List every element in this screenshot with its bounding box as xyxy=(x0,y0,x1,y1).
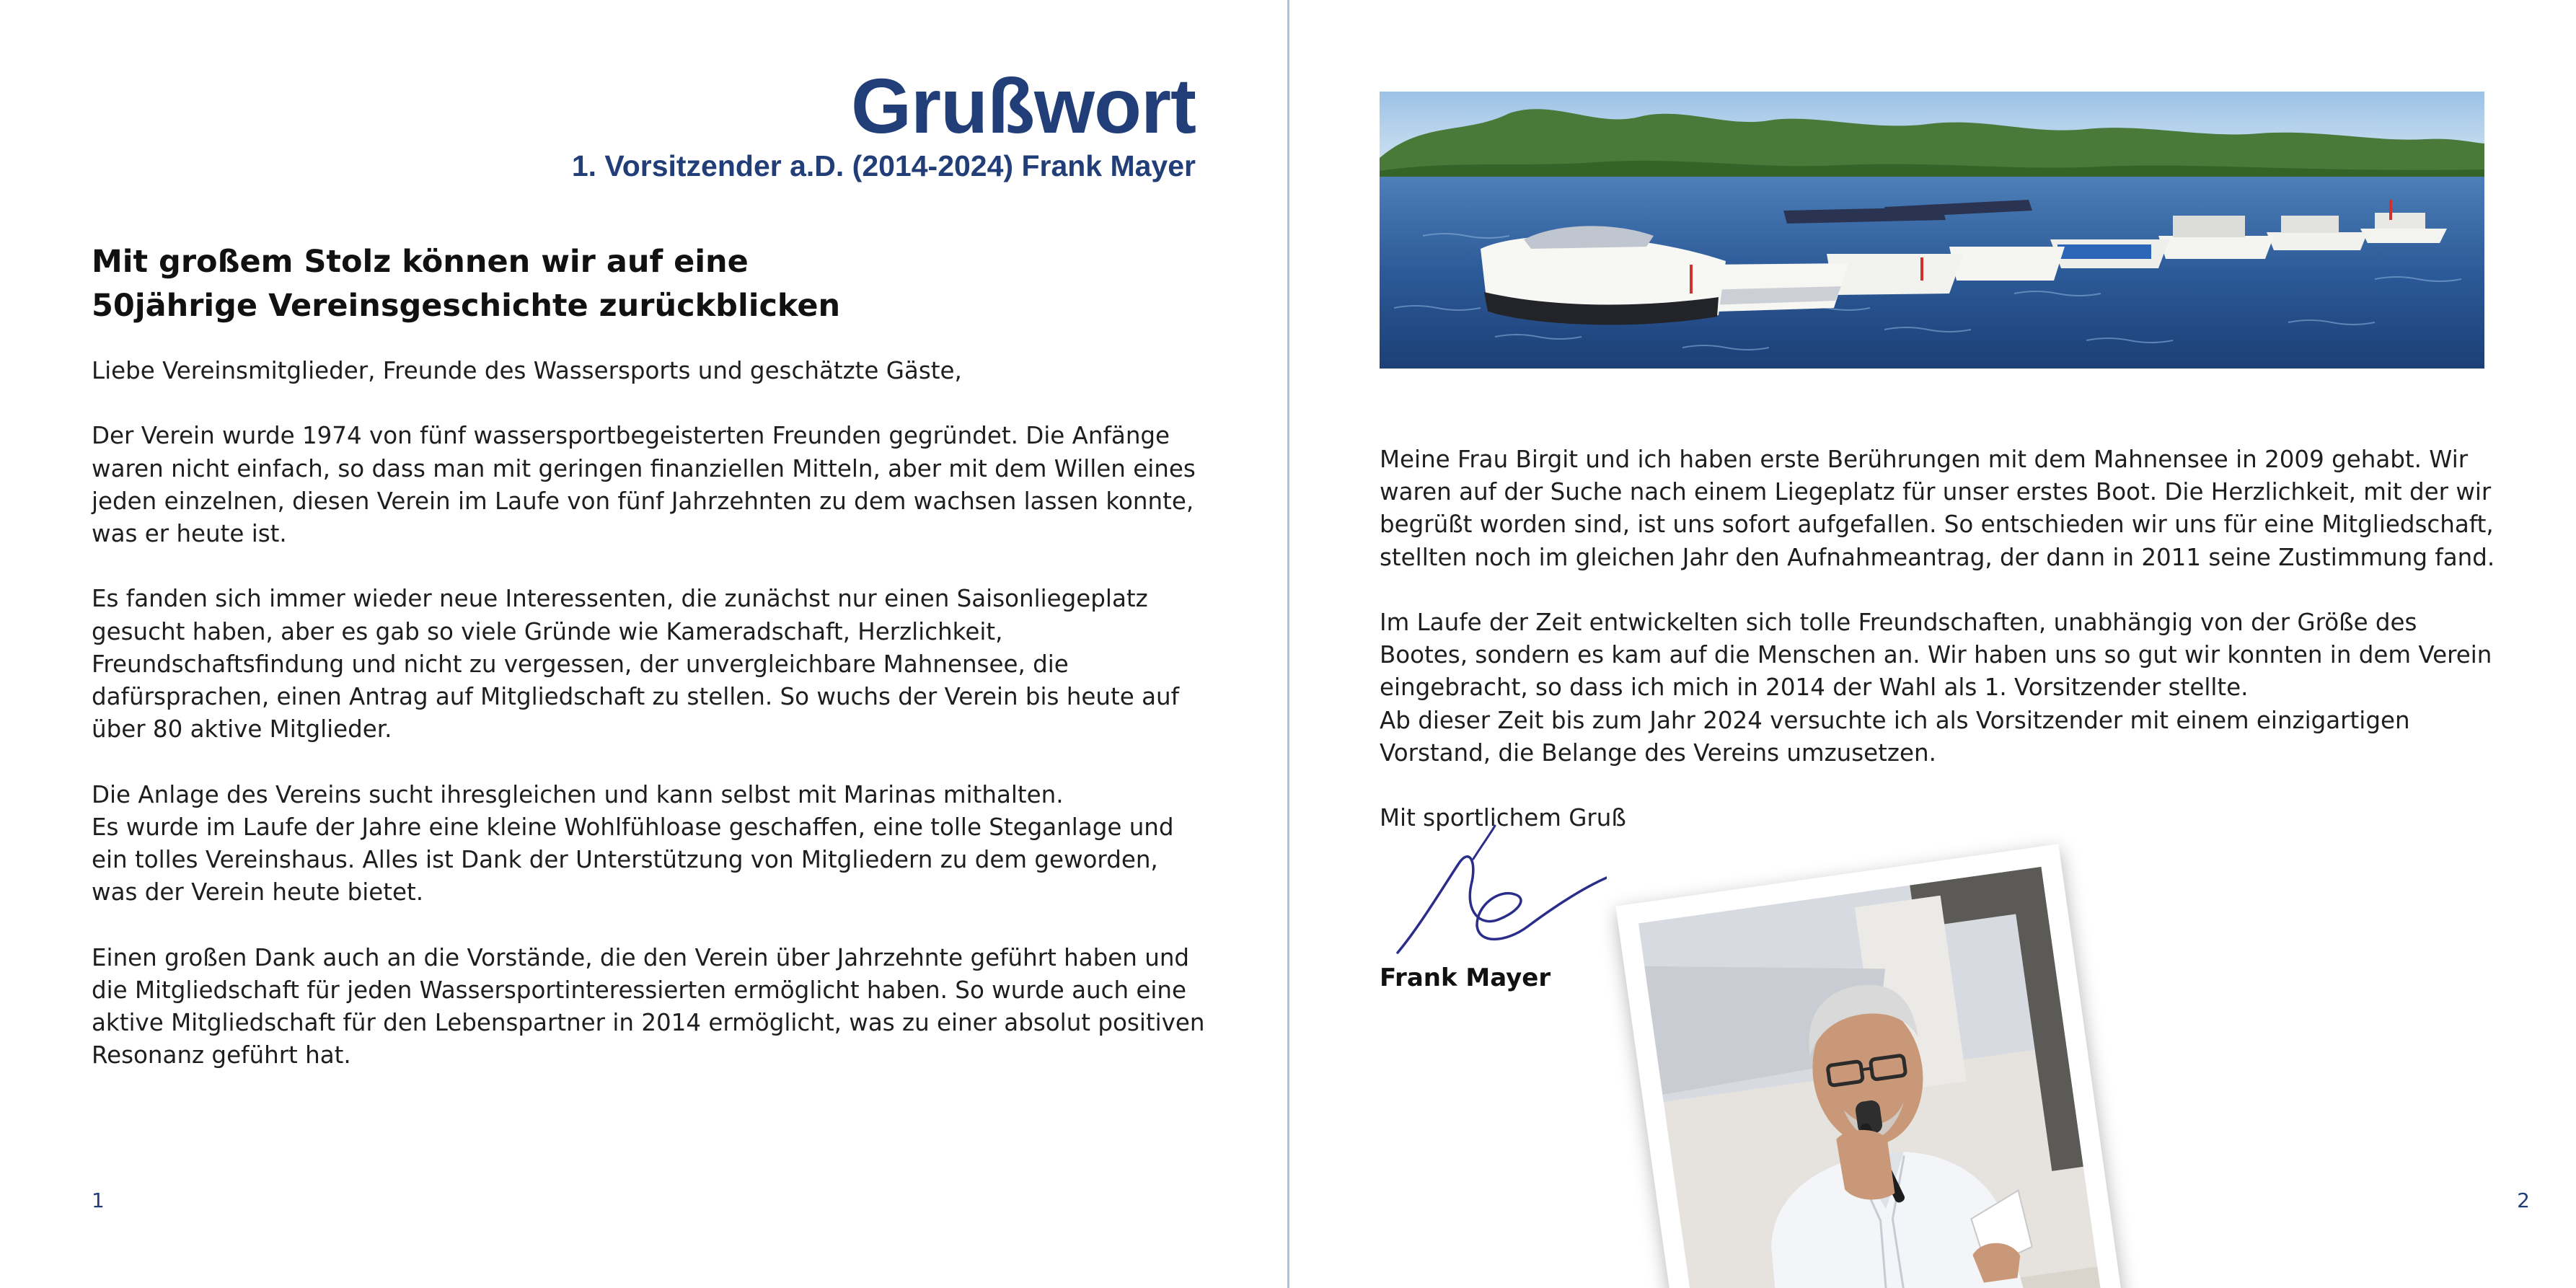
paragraph-line: Im Laufe der Zeit entwickelten sich tolle Freundschaften, unabhängig von der Größe des Bootes, sondern es kam auf die Menschen an. Wir haben uns so gut wir konnten in dem Verein eingebracht, so dass ich mich in 2014 der Wahl als 1. Vorsitzender stellte. xyxy=(1380,609,2492,702)
paragraph: Es fanden sich immer wieder neue Interessenten, die zunächst nur einen Saisonliegeplatz gesucht haben, aber es gab so viele Gründe wie Kameradschaft, Herzlichkeit, Freundschaftsfindung und nicht zu vergessen, der unvergleichbare Mahnensee, die dafürsprachen, einen Antrag auf Mitgliedschaft zu stellen. So wuchs der Verein bis heute auf über 80 aktive Mitglieder. xyxy=(92,585,1180,744)
paragraph-line: Es wurde im Laufe der Jahre eine kleine Wohlfühloase geschaffen, eine tolle Steganlage und ein tolles Vereinshaus. Alles ist Dank der Unterstützung von Mitgliedern zu dem geworden, was der Verein heute bietet. xyxy=(92,813,1174,907)
portrait-photo-frame xyxy=(1615,844,2128,1288)
letter-body-right xyxy=(1380,444,2505,868)
handwritten-signature xyxy=(1390,819,1607,963)
greeting: Liebe Vereinsmitglieder, Freunde des Wassersports und geschätzte Gäste, xyxy=(92,357,962,384)
signer-name: Frank Mayer xyxy=(1380,963,1551,992)
page-title: Grußwort xyxy=(851,62,1196,149)
paragraph xyxy=(1380,606,2505,769)
speaker-portrait-photo xyxy=(1638,867,2109,1288)
page-number: 2 xyxy=(2517,1188,2530,1212)
paragraph-line: Ab dieser Zeit bis zum Jahr 2024 versuchte ich als Vorsitzender mit einem einzigartigen Vorstand, die Belange des Vereins umzusetzen. xyxy=(1380,706,2410,767)
closing: Mit sportlichem Gruß xyxy=(1380,804,1626,832)
headline-line: Mit großem Stolz können wir auf eine xyxy=(92,244,749,280)
paragraph: Einen großen Dank auch an die Vorstände, die den Verein über Jahrzehnte geführt haben und die Mitgliedschaft für jeden Wassersportinteressierten ermöglicht haben. So wurde auch eine aktive Mitgliedschaft für den Lebenspartner in 2014 ermöglicht, was zu einer absolut positiven Resonanz geführt hat. xyxy=(92,943,1205,1069)
page-subtitle: 1. Vorsitzender a.D. (2014-2024) Frank Mayer xyxy=(571,149,1196,182)
paragraph-line: Die Anlage des Vereins sucht ihresgleichen und kann selbst mit Marinas mithalten. xyxy=(92,780,1064,808)
letter-body-left xyxy=(92,355,1209,1105)
paragraph xyxy=(92,779,1209,909)
paragraph: Der Verein wurde 1974 von fünf wassersportbegeisterten Freunden gegründet. Die Anfänge waren nicht einfach, so dass man mit geringen finanziellen Mitteln, aber mit dem Willen eines jeden einzelnen, diesen Verein im Laufe von fünf Jahrzehnten zu dem wachsen lassen konnte, was er heute ist. xyxy=(92,422,1196,547)
page-number: 1 xyxy=(92,1188,105,1212)
marina-boats-photo xyxy=(1380,92,2484,369)
headline xyxy=(92,240,1173,328)
headline-line: 50jährige Vereinsgeschichte zurückblicken xyxy=(92,288,841,324)
right-page xyxy=(1289,0,2576,1288)
paragraph: Meine Frau Birgit und ich haben erste Berührungen mit dem Mahnensee in 2009 gehabt. Wir waren auf der Suche nach einem Liegeplatz für unser erstes Boot. Die Herzlichkeit, mit der wir begrüßt worden sind, ist uns sofort aufgefallen. So entschieden wir uns für eine Mitgliedschaft, stellten noch im gleichen Jahr den Aufnahmeantrag, der dann in 2011 seine Zustimmung fand. xyxy=(1380,446,2495,571)
